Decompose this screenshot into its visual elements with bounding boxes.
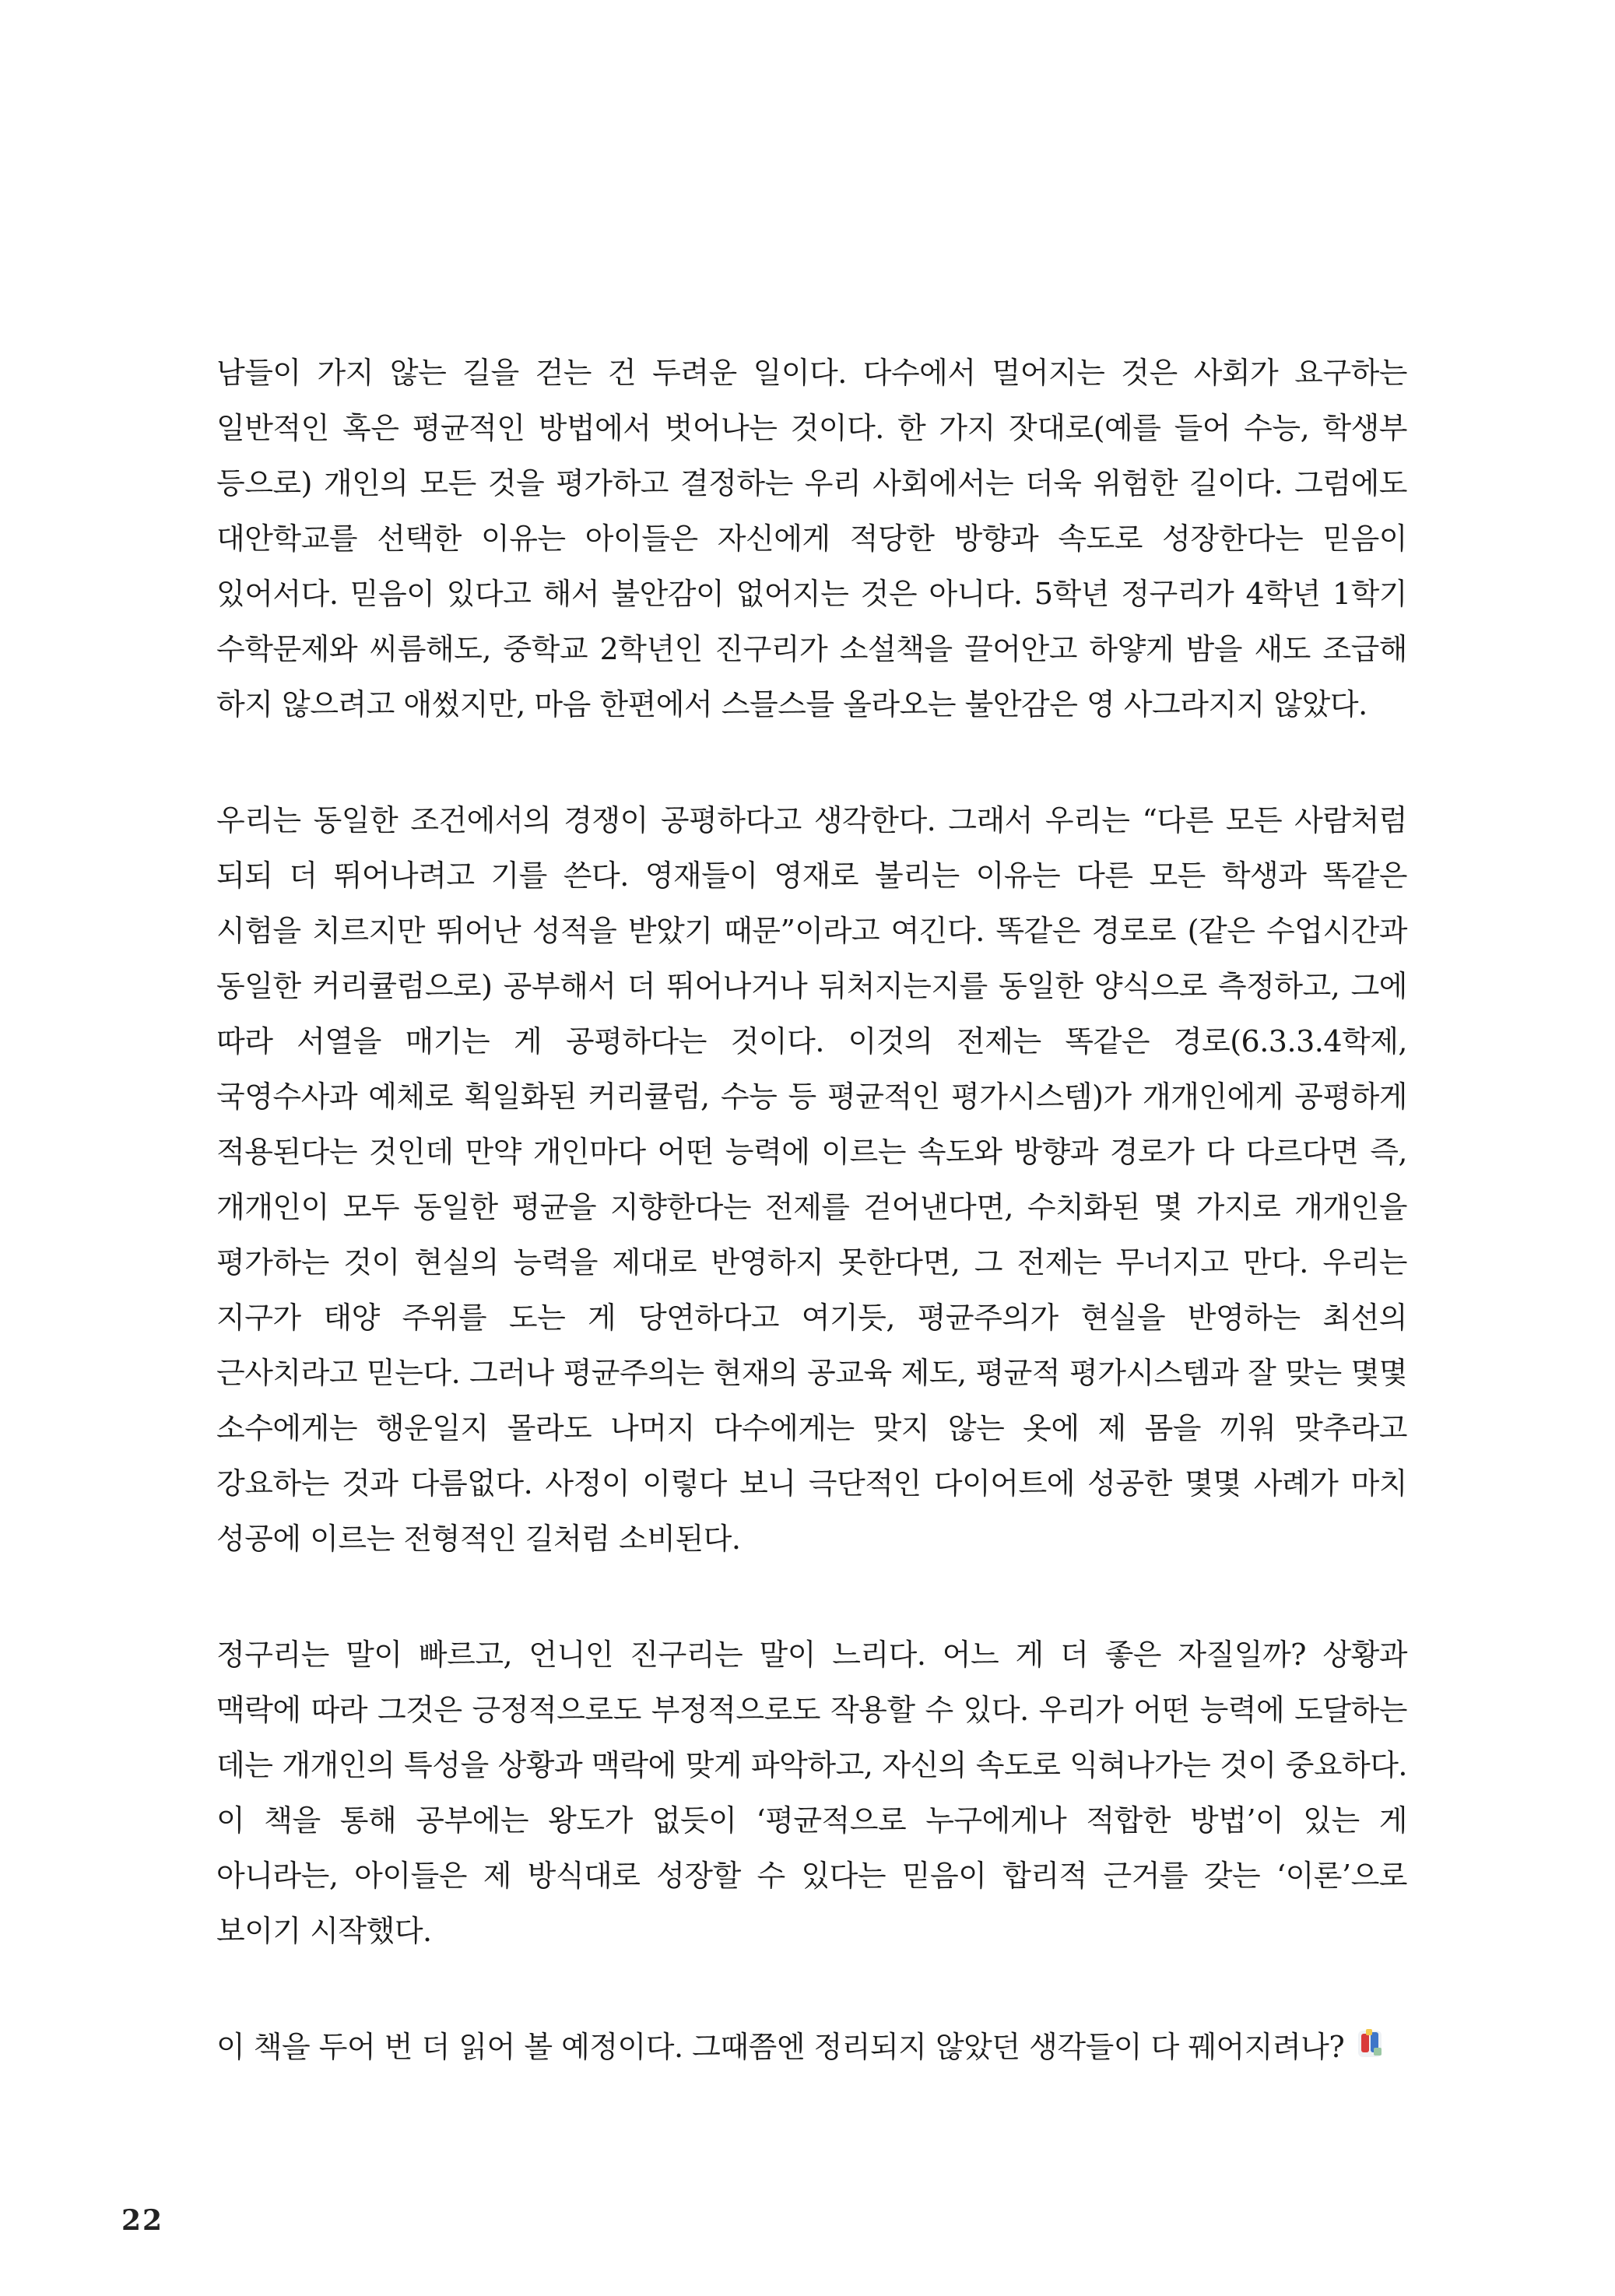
paragraph-2: 우리는 동일한 조건에서의 경쟁이 공평하다고 생각한다. 그래서 우리는 “다른 모든 사람처럼 되되 더 뛰어나려고 기를 쓴다. 영재들이 영재로 불리는 이유는 다른 모든 학생과 똑같은 시험을 치르지만 뛰어난 성적을 받았기 때문”이라고 여긴다. 똑같은 경로로 (같은 수업시간과 동일한 커리큘럼으로) 공부해서 더 뛰어나거나 뒤처지는지를 동일한 양식으로 측정하고, 그에 따라 서열을 매기는 게 공평하다는 것이다. 이것의 전제는 똑같은 경로(6.3.3.4학제, 국영수사과 예체로 획일화된 커리큘럼, 수능 등 평균적인 평가시스템)가 개개인에게 공평하게 적용된다는 것인데 만약 개인마다 어떤 능력에 이르는 속도와 방향과 경로가 다 다르다면 즉, 개개인이 모두 동일한 평균을 지향한다는 전제를 걷어낸다면, 수치화된 몇 가지로 개개인을 평가하는 것이 현실의 능력을 제대로 반영하지 못한다면, 그 전제는 무너지고 만다. 우리는 지구가 태양 주위를 도는 게 당연하다고 여기듯, 평균주의가 현실을 반영하는 최선의 근사치라고 믿는다. 그러나 평균주의는 현재의 공교육 제도, 평균적 평가시스템과 잘 맞는 몇몇 소수에게는 행운일지 몰라도 나머지 다수에게는 맞지 않는 옷에 제 몸을 끼워 맞추라고 강요하는 것과 다름없다. 사정이 이렇다 보니 극단적인 다이어트에 성공한 몇몇 사례가 마치 성공에 이르는 전형적인 길처럼 소비된다.	[216, 803, 1407, 1556]
paragraph-3: 정구리는 말이 빠르고, 언니인 진구리는 말이 느리다. 어느 게 더 좋은 자질일까? 상황과 맥락에 따라 그것은 긍정적으로도 부정적으로도 작용할 수 있다. 우리가 어떤 능력에 도달하는 데는 개개인의 특성을 상황과 맥락에 맞게 파악하고, 자신의 속도로 익혀나가는 것이 중요하다. 이 책을 통해 공부에는 왕도가 없듯이 ‘평균적으로 누구에게나 적합한 방법’이 있는 게 아니라는, 아이들은 제 방식대로 성장할 수 있다는 믿음이 합리적 근거를 갖는 ‘이론’으로 보이기 시작했다.	[216, 1638, 1407, 1948]
page-number: 22	[121, 2204, 164, 2237]
sticker-icon	[1355, 2023, 1386, 2057]
article-body	[216, 346, 1407, 2075]
paragraph-1: 남들이 가지 않는 길을 걷는 건 두려운 일이다. 다수에서 멀어지는 것은 사회가 요구하는 일반적인 혹은 평균적인 방법에서 벗어나는 것이다. 한 가지 잣대로(예를 들어 수능, 학생부 등으로) 개인의 모든 것을 평가하고 결정하는 우리 사회에서는 더욱 위험한 길이다. 그럼에도 대안학교를 선택한 이유는 아이들은 자신에게 적당한 방향과 속도로 성장한다는 믿음이 있어서다. 믿음이 있다고 해서 불안감이 없어지는 것은 아니다. 5학년 정구리가 4학년 1학기 수학문제와 씨름해도, 중학교 2학년인 진구리가 소설책을 끌어안고 하얗게 밤을 새도 조급해 하지 않으려고 애썼지만, 마음 한편에서 스믈스믈 올라오는 불안감은 영 사그라지지 않았다.	[216, 356, 1407, 721]
paragraph-4	[216, 2020, 1407, 2075]
paragraph-4-text: 이 책을 두어 번 더 읽어 볼 예정이다. 그때쯤엔 정리되지 않았던 생각들이 다 꿰어지려나?	[216, 2030, 1345, 2064]
